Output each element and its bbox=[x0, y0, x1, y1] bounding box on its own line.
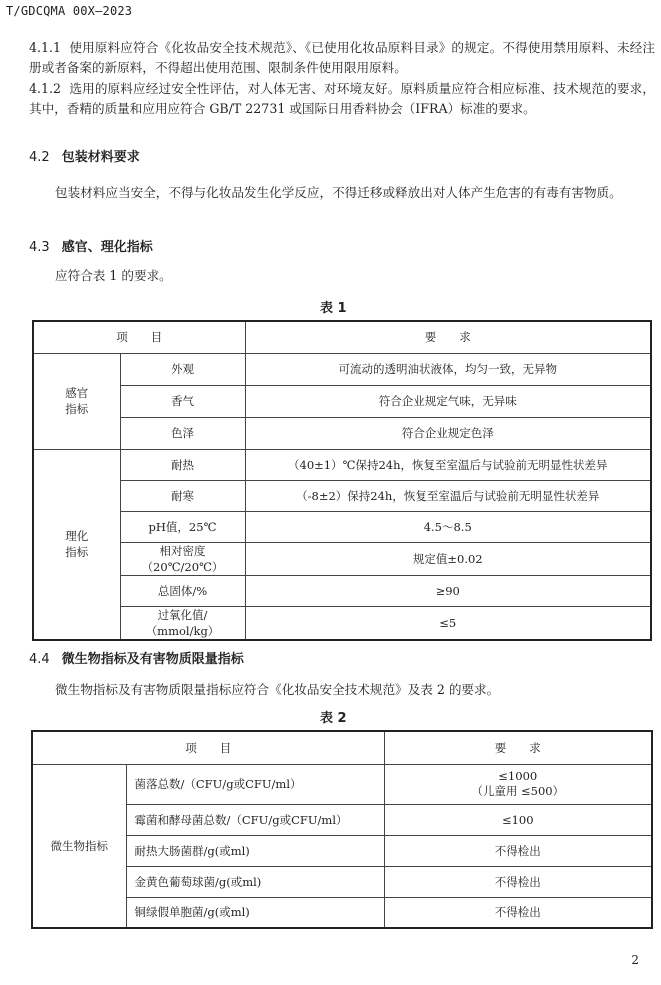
row-item: 耐热 bbox=[120, 449, 245, 480]
section-heading-4-3 bbox=[29, 236, 153, 255]
table-row bbox=[33, 449, 651, 480]
section-4-2-text: 包装材料应当安全，不得与化妆品发生化学反应，不得迁移或释放出对人体产生危害的有毒有害物质。 bbox=[55, 185, 622, 200]
table2-caption: 表 2 bbox=[320, 711, 347, 726]
table2-header-item: 项 目 bbox=[32, 731, 384, 764]
clause-text: 使用原料应符合《化妆品安全技术规范》、《已使用化妆品原料目录》的规定。不得使用禁用原料、未经注册或者备案的新原料，不得超出使用范围、限制条件使用限用原料。 bbox=[29, 40, 655, 75]
table-2 bbox=[31, 730, 653, 929]
row-requirement: 符合企业规定色泽 bbox=[245, 417, 651, 449]
row-item: 耐寒 bbox=[120, 480, 245, 511]
clause-4-1-2 bbox=[29, 79, 655, 119]
row-item: 霉菌和酵母菌总数/（CFU/g或CFU/ml） bbox=[126, 804, 384, 835]
row-item: 外观 bbox=[120, 353, 245, 385]
table-row bbox=[33, 542, 651, 575]
table-row bbox=[33, 385, 651, 417]
table1-header-requirement: 要 求 bbox=[245, 321, 651, 353]
section-4-4-text: 微生物指标及有害物质限量指标应符合《化妆品安全技术规范》及表 2 的要求。 bbox=[55, 682, 500, 697]
section-number: 4.2 bbox=[29, 150, 50, 165]
table-row bbox=[33, 575, 651, 606]
row-requirement: 4.5～8.5 bbox=[245, 511, 651, 542]
table-row bbox=[33, 606, 651, 640]
row-requirement: ≥90 bbox=[245, 575, 651, 606]
table1-header-item: 项 目 bbox=[33, 321, 245, 353]
table1-group-physchem: 理化指标 bbox=[33, 449, 120, 640]
section-number: 4.3 bbox=[29, 240, 50, 255]
row-item: 相对密度（20℃/20℃） bbox=[120, 542, 245, 575]
row-requirement: 规定值±0.02 bbox=[245, 542, 651, 575]
row-requirement: （40±1）℃保持24h，恢复至室温后与试验前无明显性状差异 bbox=[245, 449, 651, 480]
table1-caption: 表 1 bbox=[320, 301, 347, 316]
row-requirement: 不得检出 bbox=[384, 897, 652, 928]
table-row bbox=[33, 417, 651, 449]
table2-group-micro: 微生物指标 bbox=[32, 764, 126, 928]
row-requirement: 可流动的透明油状液体，均匀一致，无异物 bbox=[245, 353, 651, 385]
section-title: 微生物指标及有害物质限量指标 bbox=[61, 652, 244, 667]
row-item: 色泽 bbox=[120, 417, 245, 449]
row-item: 总固体/% bbox=[120, 575, 245, 606]
section-title: 包装材料要求 bbox=[61, 150, 140, 165]
section-number: 4.4 bbox=[29, 652, 50, 667]
table1-group-sensory: 感官指标 bbox=[33, 353, 120, 449]
section-title: 感官、理化指标 bbox=[61, 240, 153, 255]
row-item: 铜绿假单胞菌/g(或ml) bbox=[126, 897, 384, 928]
table-row bbox=[33, 353, 651, 385]
clause-4-1-1 bbox=[29, 38, 655, 78]
page-number: 2 bbox=[631, 953, 639, 967]
requirement-note: （儿童用 ≤500） bbox=[471, 784, 565, 798]
row-item: 香气 bbox=[120, 385, 245, 417]
row-item: pH值，25℃ bbox=[120, 511, 245, 542]
row-item: 菌落总数/（CFU/g或CFU/ml） bbox=[126, 764, 384, 804]
table-row bbox=[33, 511, 651, 542]
document-id: T/GDCQMA 00X—2023 bbox=[6, 4, 133, 18]
clause-number: 4.1.2 bbox=[29, 81, 62, 96]
row-requirement: ≤5 bbox=[245, 606, 651, 640]
row-requirement bbox=[384, 764, 652, 804]
table-row bbox=[32, 764, 652, 804]
row-item: 耐热大肠菌群/g(或ml) bbox=[126, 835, 384, 866]
row-requirement: ≤100 bbox=[384, 804, 652, 835]
table-1 bbox=[32, 320, 652, 641]
requirement-value: ≤1000 bbox=[498, 769, 538, 783]
row-requirement: 不得检出 bbox=[384, 866, 652, 897]
section-heading-4-4 bbox=[29, 648, 244, 667]
row-requirement: 不得检出 bbox=[384, 835, 652, 866]
row-requirement: 符合企业规定气味，无异味 bbox=[245, 385, 651, 417]
clause-text: 选用的原料应经过安全性评估，对人体无害、对环境友好。原料质量应符合相应标准、技术规范的要求，其中，香精的质量和应用应符合 GB/T 22731 或国际日用香料协会（IFRA）标准的要求。 bbox=[29, 81, 655, 116]
table-row bbox=[33, 480, 651, 511]
row-item: 过氧化值/（mmol/kg） bbox=[120, 606, 245, 640]
section-heading-4-2 bbox=[29, 146, 140, 165]
table2-header-requirement: 要 求 bbox=[384, 731, 652, 764]
section-4-3-text: 应符合表 1 的要求。 bbox=[55, 268, 172, 283]
row-item: 金黄色葡萄球菌/g(或ml) bbox=[126, 866, 384, 897]
clause-number: 4.1.1 bbox=[29, 40, 62, 55]
row-requirement: （-8±2）保持24h，恢复至室温后与试验前无明显性状差异 bbox=[245, 480, 651, 511]
